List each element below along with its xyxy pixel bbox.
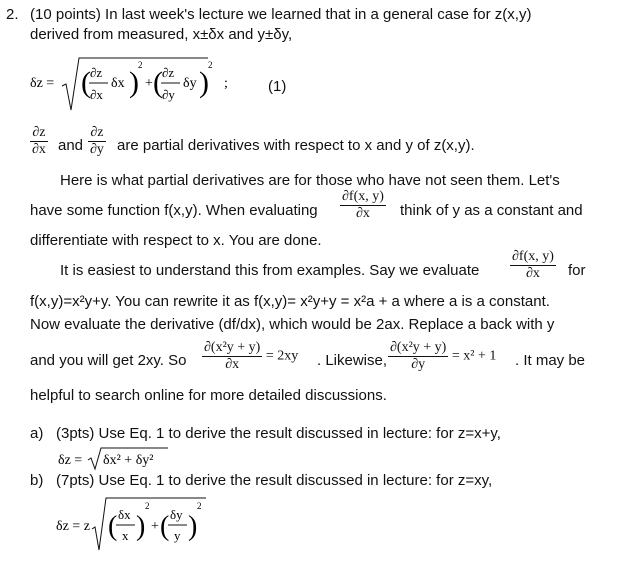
part-b-exp-2: 2	[197, 501, 202, 511]
part-b-x: x	[122, 528, 129, 543]
equation-1	[26, 52, 286, 132]
para1-line1: Here is what partial derivatives are for those who have not seen them. Let's	[60, 172, 560, 189]
para1-line2a: have some function f(x,y). When evaluating	[30, 202, 318, 219]
problem-header-line2: derived from measured, x±δx and y±δy,	[30, 26, 293, 43]
svg-text:): )	[136, 511, 146, 542]
eq1-rparen-1: )	[129, 66, 139, 99]
part-b-equation	[56, 494, 226, 556]
part-b-plus: +	[151, 519, 159, 534]
part-b-exp-1: 2	[145, 501, 150, 511]
eq1-lhs: δz =	[30, 76, 55, 91]
eq1-semicolon: ;	[224, 76, 228, 91]
para2-line4b: . Likewise,	[317, 352, 388, 369]
para2-line2: f(x,y)=x²y+y. You can rewrite it as f(x,y)= x²y+y = x²a + a where a is a constant.	[30, 293, 550, 310]
problem-number: 2.	[6, 6, 19, 23]
problem-header: (10 points) In last week's lecture we learned that in a general case for z(x,y)	[30, 6, 532, 23]
part-b-text: (7pts) Use Eq. 1 to derive the result discussed in lecture: for z=xy,	[56, 472, 493, 489]
partials-and: and	[58, 137, 84, 154]
part-b-dy: δy	[170, 507, 183, 522]
para1-line2b: think of y as a constant and	[400, 202, 583, 219]
deriv-x-fraction: $\frac{\text{∂(x²y + y)}}{\partial x}$	[204, 340, 261, 372]
eq1-rparen-2: )	[199, 66, 209, 99]
partials-text: are partial derivatives with respect to x and y of z(x,y).	[117, 137, 475, 154]
part-a-label: a)	[30, 425, 44, 442]
para2-line1a: It is easiest to understand this from examples. Say we evaluate	[60, 262, 480, 279]
eq1-exp-1: 2	[138, 60, 143, 70]
part-b-dx: δx	[118, 507, 131, 522]
eq1-dx: ∂x	[90, 87, 103, 102]
eq1-lparen-2: (	[153, 66, 163, 99]
eq1-delta-y: δy	[183, 76, 197, 91]
para2-line5: helpful to search online for more detailed discussions.	[30, 387, 387, 404]
eq1-delta-x: δx	[111, 76, 125, 91]
para2-line4c: . It may be	[515, 352, 586, 369]
part-a-lhs: δz =	[58, 453, 83, 468]
deriv-x-result: = 2xy	[265, 348, 299, 364]
part-a-radicand: δx² + δy²	[103, 453, 154, 468]
para1-fraction: $\frac{\partial f(x, y)}{\partial x}$	[342, 189, 384, 221]
partial-dz-dy: $\frac{\partial z}{\partial y}$	[90, 125, 104, 157]
eq1-dy: ∂y	[162, 87, 175, 102]
part-a-text: (3pts) Use Eq. 1 to derive the result discussed in lecture: for z=x+y,	[56, 425, 501, 442]
part-b-label: b)	[30, 472, 44, 489]
svg-text:): )	[188, 511, 198, 542]
part-a-equation	[58, 444, 238, 474]
para2-line3: Now evaluate the derivative (df/dx), which would be 2ax. Replace a back with y	[30, 316, 555, 333]
part-b-lhs: δz = z	[56, 519, 90, 534]
eq1-plus: +	[145, 76, 153, 91]
eq1-dz-2: ∂z	[162, 65, 175, 80]
eq1-dz-1: ∂z	[90, 65, 103, 80]
eq1-exp-2: 2	[208, 60, 213, 70]
svg-text:(: (	[160, 511, 170, 542]
svg-text:(: (	[108, 511, 118, 542]
eq1-label: (1)	[268, 78, 287, 95]
deriv-y-result: = x² + 1	[451, 348, 497, 364]
eq1-lparen-1: (	[81, 66, 91, 99]
partial-dz-dx: $\frac{\partial z}{\partial x}$	[32, 125, 46, 157]
para2-line1b: for	[568, 262, 586, 279]
para2-fraction: $\frac{\partial f(x, y)}{\partial x}$	[512, 249, 554, 281]
deriv-y-fraction: $\frac{\text{∂(x²y + y)}}{\partial y}$	[390, 340, 447, 372]
para1-line3: differentiate with respect to x. You are done.	[30, 232, 322, 249]
para2-line4a: and you will get 2xy. So	[30, 352, 187, 369]
part-b-y: y	[174, 528, 181, 543]
